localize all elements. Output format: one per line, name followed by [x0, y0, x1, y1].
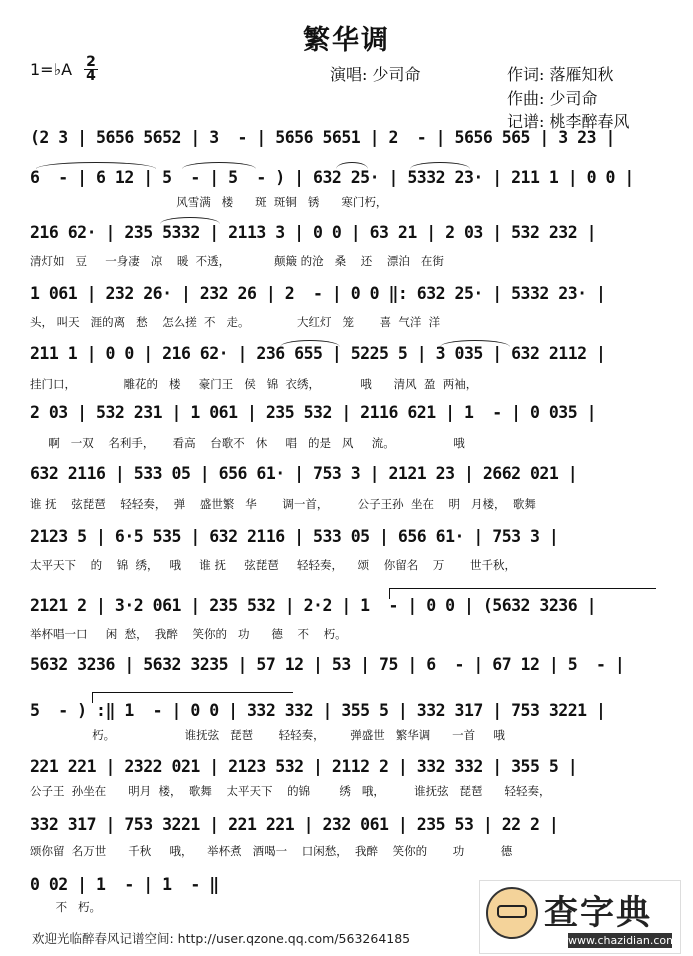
staff-lyrics: 挂门口， 雕花的 楼 豪门王 侯 锦 衣绣， 哦 清风 盈 两袖，: [30, 377, 478, 391]
slur-mark: [410, 162, 470, 169]
footer-note: 欢迎光临醉春风记谱空间: http://user.qzone.qq.com/563264185: [32, 931, 411, 946]
staff-notes: 211 1 | 0 0 | 216 62· | 236 655 | 5225 5 | 3 035 | 632 2112 |: [30, 344, 606, 363]
staff-lyrics: 举杯唱一口 闲 愁， 我醉 笑你的 功 德 不 朽。: [30, 627, 347, 641]
time-signature-bottom: 4: [84, 69, 98, 83]
staff-lyrics: 公子王 孙坐在 明月 楼， 歌舞 太平天下 的锦 绣 哦， 谁抚弦 琵琶 轻轻奏，: [30, 784, 551, 798]
lyricist-credit: 作词: 落雁知秋: [507, 65, 614, 84]
slur-mark: [182, 162, 256, 169]
page-title: 繁华调: [303, 25, 390, 56]
transcriber-credit: 记谱: 桃李醉春风: [507, 112, 630, 131]
slur-mark: [336, 162, 368, 169]
staff-notes: 221 221 | 2322 021 | 2123 532 | 2112 2 | 332 332 | 355 5 |: [30, 757, 578, 776]
staff-notes: 216 62· | 235 5332 | 2113 3 | 0 0 | 63 21 | 2 03 | 532 232 |: [30, 223, 597, 242]
staff-lyrics: 不 朽。: [30, 900, 102, 914]
staff-notes: 332 317 | 753 3221 | 221 221 | 232 061 | 235 53 | 22 2 |: [30, 815, 559, 834]
staff-lyrics: 清灯如 豆 一身凄 凉 暖 不透， 颠簸 的沧 桑 还 漂泊 在街: [30, 254, 444, 268]
staff-lyrics: 谁 抚 弦琵琶 轻轻奏， 弹 盛世繁 华 调一首， 公子王孙 坐在 明 月楼， 歌舞: [30, 497, 536, 511]
singer-credit: 演唱: 少司命: [330, 65, 421, 84]
staff-notes: 6 - | 6 12 | 5 - | 5 - ) | 632 25· | 5332 23· | 211 1 | 0 0 |: [30, 168, 634, 187]
watermark-logo: [479, 880, 681, 954]
staff-notes: 5 - ) :‖ 1 - | 0 0 | 332 332 | 355 5 | 332 317 | 753 3221 |: [30, 701, 606, 720]
staff-notes: 1 061 | 232 26· | 232 26 | 2 - | 0 0 ‖: 632 25· | 5332 23· |: [30, 284, 606, 303]
staff-notes: (2 3 | 5656 5652 | 3 - | 5656 5651 | 2 - | 5656 565 | 3 23 |: [30, 128, 615, 147]
staff-notes: 5632 3236 | 5632 3235 | 57 12 | 53 | 75 | 6 - | 67 12 | 5 - |: [30, 655, 625, 674]
staff-notes: 2 03 | 532 231 | 1 061 | 235 532 | 2116 621 | 1 - | 0 035 |: [30, 403, 597, 422]
staff-lyrics: 风雪满 楼 斑 斑铜 锈 寒门朽，: [30, 195, 388, 209]
watermark-brand: 查字典: [544, 893, 652, 933]
slur-mark: [440, 340, 510, 347]
staff-notes: 2121 2 | 3·2 061 | 235 532 | 2·2 | 1 - | 0 0 | (5632 3236 |: [30, 596, 597, 615]
staff-lyrics: 朽。 谁抚弦 琵琶 轻轻奏， 弹盛世 繁华调 一首 哦: [30, 728, 505, 742]
slur-mark: [280, 340, 340, 347]
watermark-url: www.chazidian.com: [568, 934, 677, 947]
staff-lyrics: 太平天下 的 锦 绣， 哦 谁 抚 弦琵琶 轻轻奏， 颂 你留名 万 世千秋，: [30, 558, 516, 572]
staff-lyrics: 头， 叫天 涯的离 愁 怎么搓 不 走。 大红灯 笼 喜 气洋 洋: [30, 315, 441, 329]
time-signature-top: 2: [86, 54, 96, 70]
staff-lyrics: 啊 一双 名利手， 看高 台歌不 休 唱 的是 风 流。 哦: [30, 436, 465, 450]
scholar-mascot-icon: [486, 887, 538, 939]
staff-notes: 2123 5 | 6·5 535 | 632 2116 | 533 05 | 656 61· | 753 3 |: [30, 527, 559, 546]
staff-notes: 0 02 | 1 - | 1 - ‖: [30, 875, 219, 894]
slur-mark: [160, 217, 220, 224]
key-signature: 1=♭A: [30, 60, 73, 79]
slur-mark: [36, 162, 156, 169]
time-signature: [84, 56, 98, 83]
composer-credit: 作曲: 少司命: [507, 89, 598, 108]
staff-lyrics: 颂你留 名万世 千秋 哦， 举杯煮 酒喝一 口闲愁， 我醉 笑你的 功 德: [30, 844, 513, 858]
staff-notes: 632 2116 | 533 05 | 656 61· | 753 3 | 2121 23 | 2662 021 |: [30, 464, 578, 483]
